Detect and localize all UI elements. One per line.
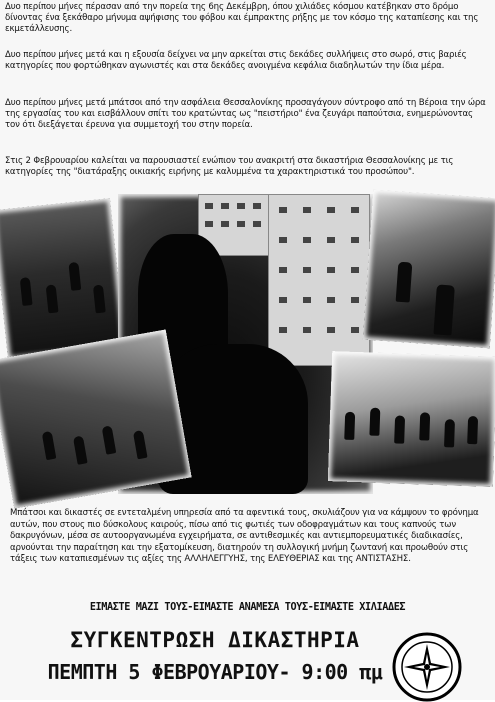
photo-shop-front (0, 330, 192, 509)
slogan: ΕΙΜΑΣΤΕ ΜΑΖΙ ΤΟΥΣ-ΕΙΜΑΣΤΕ ΑΝΑΜΕΣΑ ΤΟΥΣ-ΕΙΜΑΣΤΕ ΧΙΛΙΑΔΕΣ (89, 602, 406, 613)
building (268, 194, 370, 366)
photo-demonstrators (328, 351, 495, 487)
figure (394, 415, 405, 443)
figure (433, 284, 454, 335)
figure (102, 425, 117, 454)
protest-photo-collage (0, 184, 495, 504)
figure (93, 284, 106, 313)
figure (133, 430, 148, 459)
paragraph-intro: Δυο περίπου μήνες πέρασαν από την πορεία της 6ης Δεκέμβρη, όπου χιλιάδες κόσμου κατέβηκαν στο δρόμο δίνοντας ένα ξεκάθαρο μήνυμα αψήφισης του φόβου και έμπρακτης ρήξης με τον κόσμο της καταπίεσης και της εκμετάλλευσης. (5, 2, 479, 35)
figure (344, 412, 355, 440)
figure (68, 262, 81, 291)
paragraph-arrest: Δυο περίπου μήνες μετά μπάτσοι από την ασφάλεια Θεσσαλονίκης προσαγάγουν σύντροφο από τη Βέροια την ώρα της εργασίας του και εισβάλλουν σπίτι του κρατώντας ως "πειστήριο" ένα ζευγάρι παπούτσια, ενημερώνοντας τον ότι διεξάγεται έρευνα για συμμετοχή του στην πορεία. (5, 98, 486, 131)
figure (467, 416, 478, 444)
figure (73, 436, 88, 465)
paragraph-repression: Δυο περίπου μήνες μετά και η εξουσία δείχνει να μην αρκείται στις δεκάδες συλλήψεις στο σωρό, στις βαριές κατηγορίες που φορτώθηκαν αγωνιστές και στα δεκάδες ανοιγμένα κεφάλια διαδηλωτών την ίδια μέρα. (5, 50, 467, 72)
figure (46, 284, 59, 313)
figure (369, 408, 380, 436)
compass-star-icon (392, 632, 462, 702)
figure (444, 419, 455, 447)
event-time: ΠΕΜΠΤΗ 5 ΦΕΒΡΟΥΑΡΙΟΥ- 9:00 πμ (47, 660, 383, 684)
photo-riot-police (0, 198, 126, 360)
photo-flags (363, 190, 495, 348)
event-title: ΣΥΓΚΕΝΤΡΩΣΗ ΔΙΚΑΣΤΗΡΙΑ (70, 628, 360, 652)
figure (20, 277, 33, 306)
paragraph-statement: Μπάτσοι και δικαστές σε εντεταλμένη υπηρεσία από τα αφεντικά τους, σκυλιάζουν για να κάμψουν το φρόνημα αυτών, που στους πιο δύσκολους καιρούς, πίσω από τις φωτιές των οδοφραγμάτων και τους καπνούς των δακρυγόνων, μέσα σε αυτοοργανωμένα εγχειρήματα, σε αντιθεσμικές και αντιεμπορευματικές διαδικασίες, αρνούνται την παραίτηση και την εξατομίκευση, διατηρούν τη συλλογική μνήμη ζωντανή και προωθούν στις τάξεις των καταπιεσμένων τις αξίες της ΑΛΛΗΛΕΓΓΥΗΣ, της ΕΛΕΥΘΕΡΙΑΣ και της ΑΝΤΙΣΤΑΣΗΣ. (10, 508, 479, 565)
paragraph-court-date: Στις 2 Φεβρουαρίου καλείται να παρουσιαστεί ενώπιον του ανακριτή στα δικαστήρια Θεσσαλονίκης με τις κατηγορίες της "διατάραξης οικιακής ειρήνης με καλυμμένα τα χαρακτηριστικά του προσώπου". (5, 156, 454, 178)
figure (396, 262, 413, 303)
figure (419, 412, 430, 440)
figure (42, 431, 57, 460)
